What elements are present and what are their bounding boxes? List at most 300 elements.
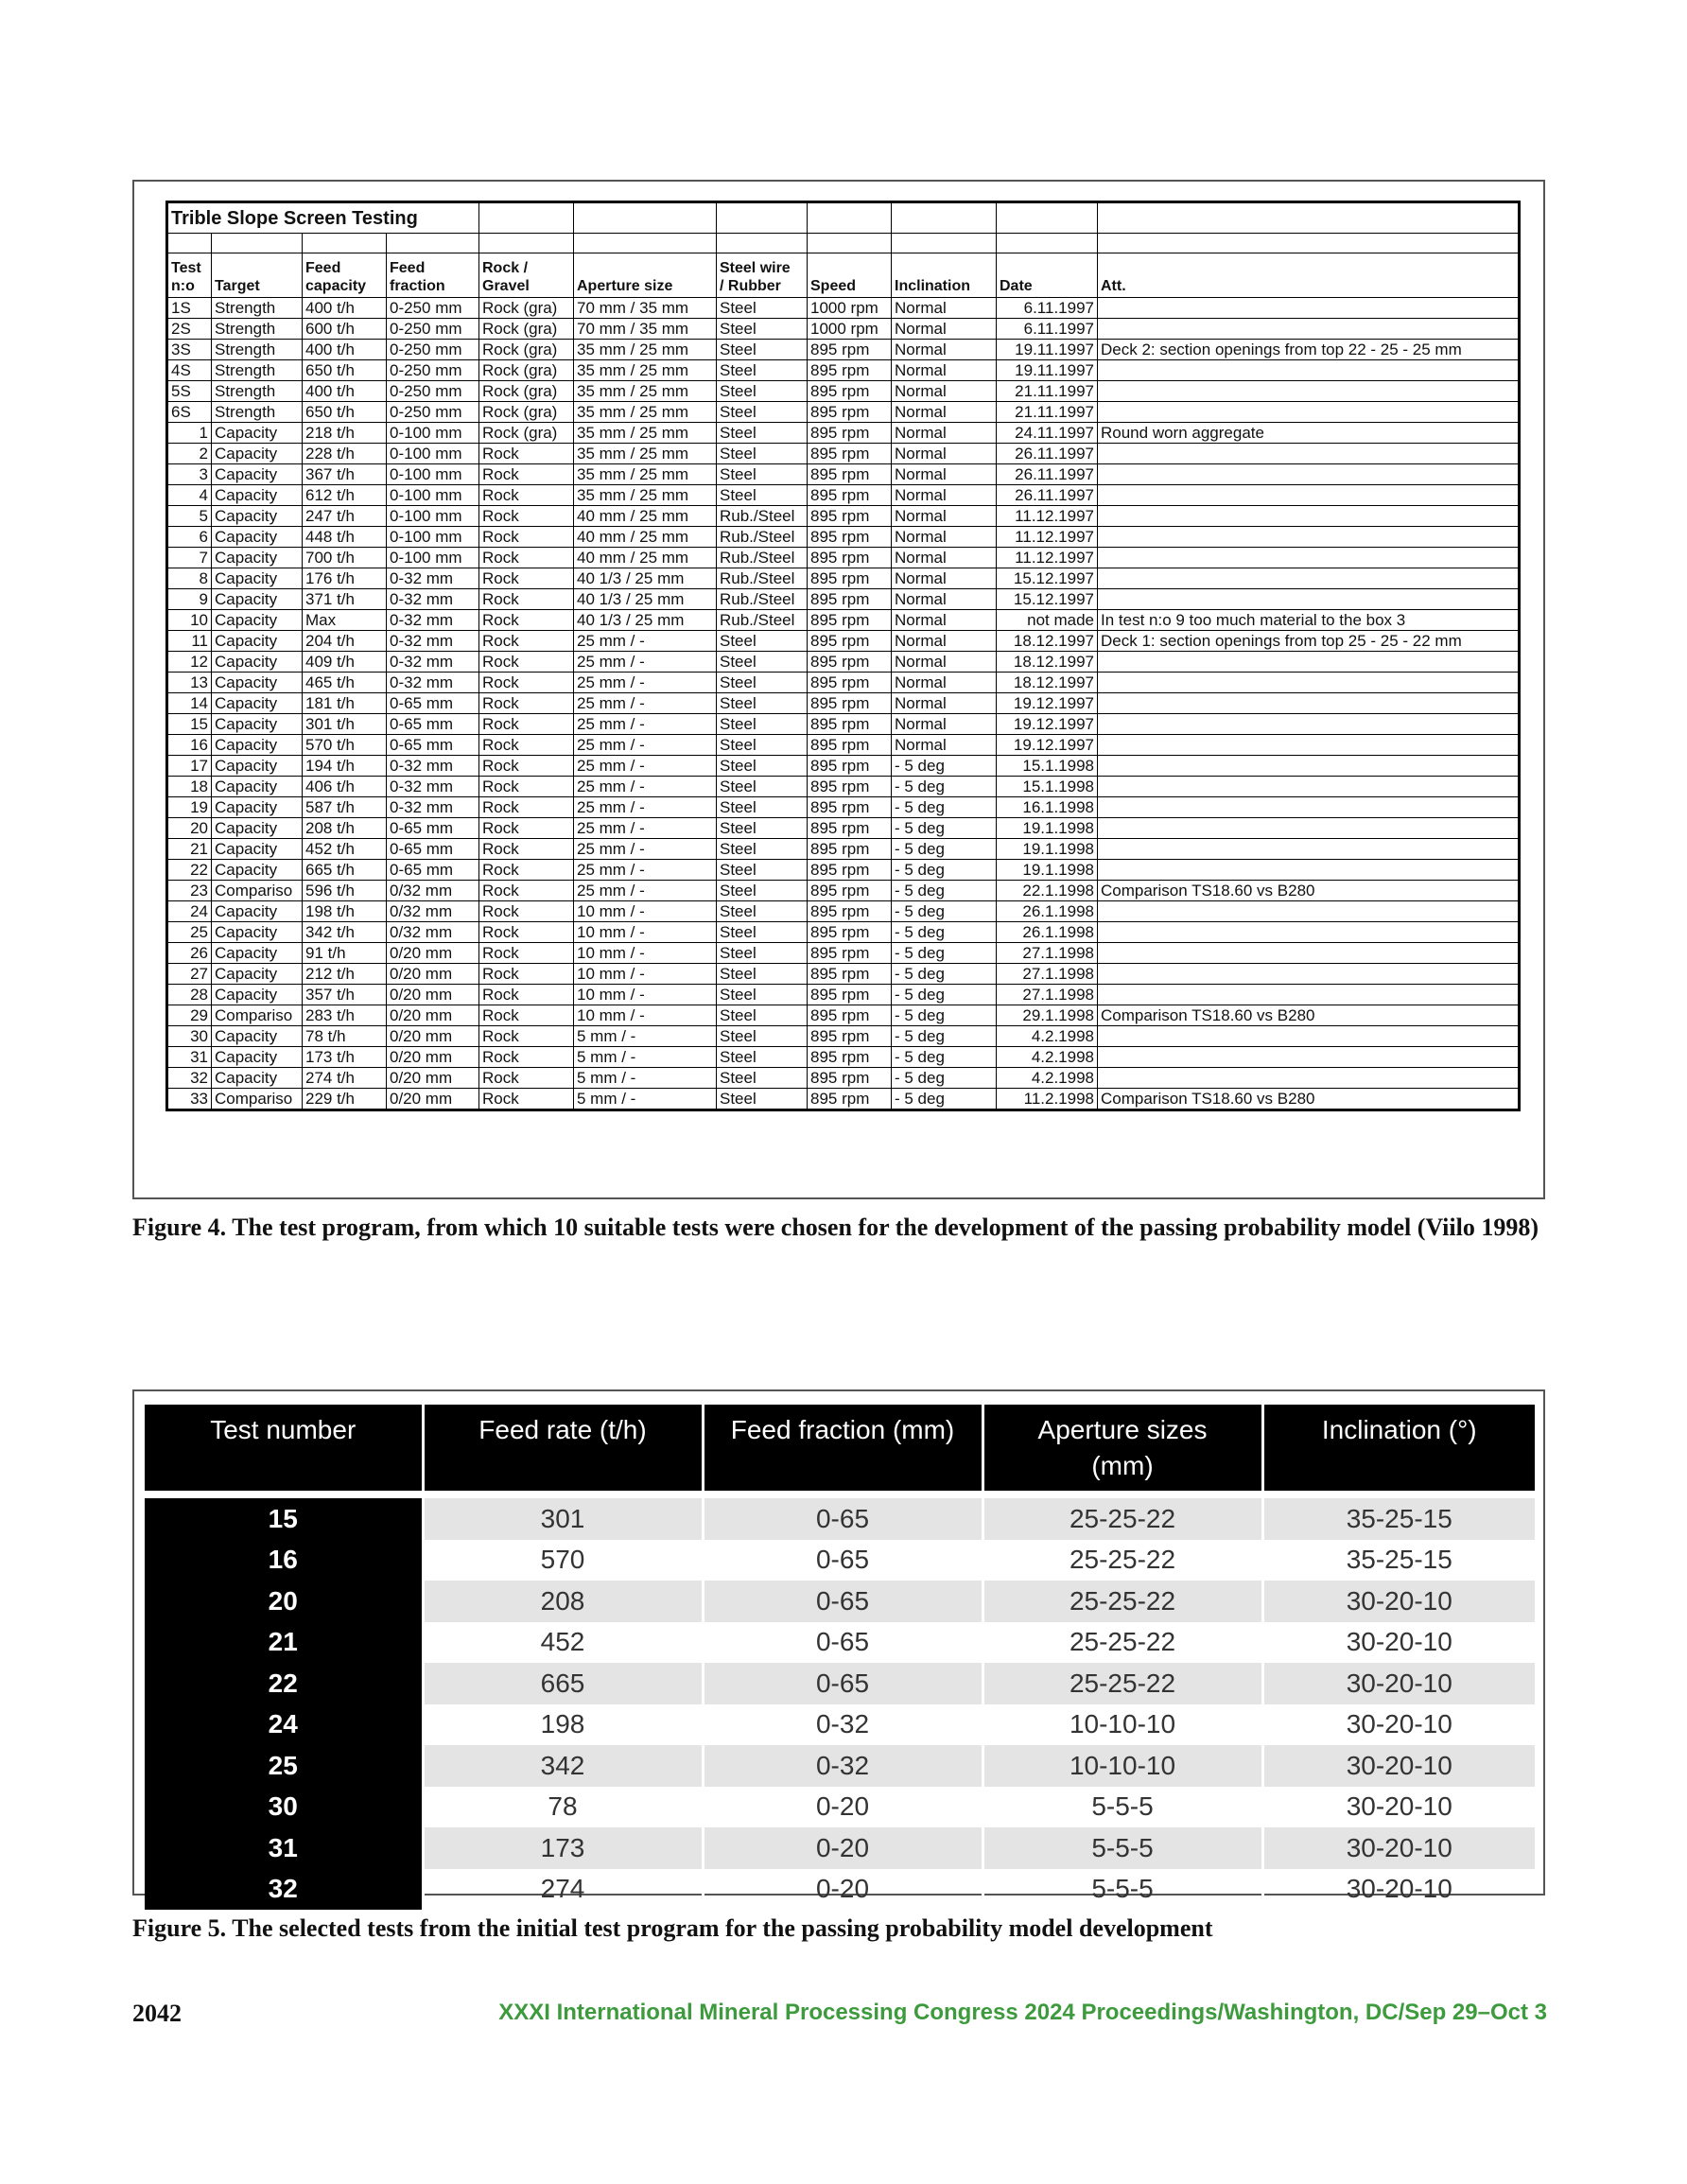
table-cell: - 5 deg: [892, 901, 997, 922]
table-cell: 0-100 mm: [387, 464, 479, 485]
table-row: [167, 818, 1520, 839]
table-cell: 895 rpm: [808, 943, 892, 964]
table-cell: 35 mm / 25 mm: [574, 340, 717, 360]
table-cell: Normal: [892, 610, 997, 631]
table-cell: Steel: [717, 881, 808, 901]
table-row: [167, 506, 1520, 527]
table-cell: Compariso: [212, 881, 303, 901]
selected-tests-cell: 0-32: [703, 1704, 983, 1746]
table-cell: 895 rpm: [808, 1047, 892, 1068]
table-row: [167, 360, 1520, 381]
table-cell: [1098, 1047, 1520, 1068]
table-cell: 0-65 mm: [387, 818, 479, 839]
table-cell: Round worn aggregate: [1098, 423, 1520, 444]
table-header-cell: Feed fraction: [387, 253, 479, 298]
table-cell: Normal: [892, 464, 997, 485]
test-number-cell: 16: [145, 1540, 423, 1581]
table-row: [167, 797, 1520, 818]
table-row: [167, 964, 1520, 985]
table-cell: Steel: [717, 298, 808, 319]
table-row: [167, 1005, 1520, 1026]
table-cell: 0-65 mm: [387, 839, 479, 860]
table-cell: 19.1.1998: [997, 839, 1098, 860]
table-cell: 0-250 mm: [387, 381, 479, 402]
table-cell: 5 mm / -: [574, 1047, 717, 1068]
table-cell: Normal: [892, 714, 997, 735]
selected-tests-row: [145, 1540, 1535, 1581]
table-cell: Strength: [212, 298, 303, 319]
table-cell: [1098, 527, 1520, 548]
table-cell: 5 mm / -: [574, 1068, 717, 1089]
selected-tests-cell: 30-20-10: [1346, 1709, 1452, 1739]
table-cell: Rock: [479, 714, 574, 735]
table-cell: [1098, 922, 1520, 943]
table-header-cell: Inclination: [892, 253, 997, 298]
selected-tests-cell: 0-65: [703, 1540, 983, 1581]
table-cell: 35 mm / 25 mm: [574, 360, 717, 381]
table-cell: Rock: [479, 589, 574, 610]
table-cell: 0/20 mm: [387, 1047, 479, 1068]
table-cell: Rock: [479, 777, 574, 797]
table-cell: not made: [997, 610, 1098, 631]
table-cell: Steel: [717, 797, 808, 818]
table-cell: Rock (gra): [479, 298, 574, 319]
table-cell: Rub./Steel: [717, 568, 808, 589]
table-header-cell: Speed: [808, 253, 892, 298]
table-cell: Capacity: [212, 548, 303, 568]
table-header-cell: Steel wire / Rubber: [717, 253, 808, 298]
table-cell: Steel: [717, 901, 808, 922]
table-cell: Rock: [479, 1047, 574, 1068]
table-cell: 895 rpm: [808, 464, 892, 485]
table-cell: Rock: [479, 818, 574, 839]
table-cell: 895 rpm: [808, 631, 892, 652]
table-cell: 21: [167, 839, 212, 860]
table-title-row: [167, 202, 1520, 234]
selected-tests-body: [145, 1491, 1535, 1910]
table-cell: 40 1/3 / 25 mm: [574, 589, 717, 610]
table-cell: Steel: [717, 943, 808, 964]
table-cell: Capacity: [212, 693, 303, 714]
table-cell: Steel: [717, 360, 808, 381]
table-cell: 12: [167, 652, 212, 673]
table-cell: Normal: [892, 298, 997, 319]
table-cell: Rock: [479, 485, 574, 506]
table-cell: 6.11.1997: [997, 319, 1098, 340]
table-cell: Capacity: [212, 860, 303, 881]
table-cell: 895 rpm: [808, 610, 892, 631]
table-cell: Rock: [479, 964, 574, 985]
table-cell: Steel: [717, 964, 808, 985]
table-cell: 29: [167, 1005, 212, 1026]
selected-tests-cell: 35-25-15: [1346, 1545, 1452, 1575]
table-cell: 16: [167, 735, 212, 756]
table-cell: Rock (gra): [479, 423, 574, 444]
table-cell: Steel: [717, 1047, 808, 1068]
table-cell: Steel: [717, 777, 808, 797]
table-header-cell: Feed capacity: [303, 253, 387, 298]
table-cell: Steel: [717, 860, 808, 881]
table-cell: 25 mm / -: [574, 756, 717, 777]
table-cell: 895 rpm: [808, 673, 892, 693]
table-cell: 4S: [167, 360, 212, 381]
table-cell: [1098, 485, 1520, 506]
table-cell: 400 t/h: [303, 340, 387, 360]
table-cell: 895 rpm: [808, 839, 892, 860]
table-cell: Steel: [717, 1068, 808, 1089]
table-cell: Steel: [717, 1026, 808, 1047]
table-cell: 26.11.1997: [997, 444, 1098, 464]
table-cell: 0-32 mm: [387, 589, 479, 610]
table-header-cell: Test n:o: [167, 253, 212, 298]
table-cell: [1098, 1068, 1520, 1089]
selected-tests-cell: 0-32: [703, 1745, 983, 1787]
table-cell: Rock: [479, 901, 574, 922]
table-cell: 70 mm / 35 mm: [574, 298, 717, 319]
table-cell: 229 t/h: [303, 1089, 387, 1110]
table-row: [167, 402, 1520, 423]
table-row: [167, 464, 1520, 485]
table-cell: Capacity: [212, 423, 303, 444]
selected-tests-cell: 5-5-5: [983, 1827, 1262, 1869]
test-number-cell: 31: [145, 1827, 423, 1869]
table-cell: - 5 deg: [892, 756, 997, 777]
table-cell: 33: [167, 1089, 212, 1110]
table-cell: 895 rpm: [808, 423, 892, 444]
selected-tests-cell: 208: [423, 1581, 703, 1622]
table-cell: Capacity: [212, 1047, 303, 1068]
table-cell: Capacity: [212, 506, 303, 527]
table-cell: Normal: [892, 340, 997, 360]
table-cell: 15.12.1997: [997, 568, 1098, 589]
table-cell: 6: [167, 527, 212, 548]
table-cell: Rock: [479, 985, 574, 1005]
table-cell: Steel: [717, 922, 808, 943]
table-row: [167, 777, 1520, 797]
table-cell: Rock: [479, 1089, 574, 1110]
table-cell: - 5 deg: [892, 964, 997, 985]
table-cell: - 5 deg: [892, 1005, 997, 1026]
table-cell: 19.11.1997: [997, 360, 1098, 381]
table-row: [167, 444, 1520, 464]
table-cell: Steel: [717, 381, 808, 402]
table-cell: Rock (gra): [479, 360, 574, 381]
table-cell: Capacity: [212, 756, 303, 777]
selected-tests-cell: 30-20-10: [1346, 1627, 1452, 1657]
selected-tests-cell: 173: [423, 1827, 703, 1869]
table-title: Trible Slope Screen Testing: [167, 202, 479, 234]
table-cell: Rock: [479, 464, 574, 485]
table-cell: - 5 deg: [892, 860, 997, 881]
table-cell: Rock (gra): [479, 402, 574, 423]
selected-tests-row: [145, 1827, 1535, 1869]
table-cell: 895 rpm: [808, 340, 892, 360]
selected-tests-cell: 5-5-5: [983, 1787, 1262, 1828]
table-cell: 27.1.1998: [997, 943, 1098, 964]
table-cell: [1098, 402, 1520, 423]
table-header-cell: Aperture size: [574, 253, 717, 298]
table-cell: 25 mm / -: [574, 881, 717, 901]
table-cell: Rock: [479, 631, 574, 652]
table-cell: 895 rpm: [808, 1026, 892, 1047]
table-cell: 895 rpm: [808, 485, 892, 506]
table-cell: 5: [167, 506, 212, 527]
table-cell: 212 t/h: [303, 964, 387, 985]
table-cell: Normal: [892, 652, 997, 673]
selected-tests-row: [145, 1498, 1535, 1540]
selected-tests-cell: 30-20-10: [1262, 1581, 1535, 1622]
table-cell: 28: [167, 985, 212, 1005]
table-cell: 25 mm / -: [574, 693, 717, 714]
table-cell: 15.12.1997: [997, 589, 1098, 610]
selected-tests-cell: 30-20-10: [1262, 1663, 1535, 1704]
table-cell: 22: [167, 860, 212, 881]
table-cell: 35 mm / 25 mm: [574, 423, 717, 444]
table-cell: - 5 deg: [892, 777, 997, 797]
selected-tests-cell: 570: [423, 1540, 703, 1581]
table-header-cell: Date: [997, 253, 1098, 298]
table-cell: Rock: [479, 1026, 574, 1047]
table-cell: 895 rpm: [808, 818, 892, 839]
table-cell: 173 t/h: [303, 1047, 387, 1068]
table-cell: 17: [167, 756, 212, 777]
table-cell: Capacity: [212, 485, 303, 506]
table-cell: 0/20 mm: [387, 943, 479, 964]
table-cell: 35 mm / 25 mm: [574, 464, 717, 485]
table-cell: 19: [167, 797, 212, 818]
selected-tests-cell: 342: [423, 1745, 703, 1787]
table-cell: Rock: [479, 548, 574, 568]
table-cell: Steel: [717, 423, 808, 444]
table-cell: 0-250 mm: [387, 319, 479, 340]
table-cell: Rock: [479, 673, 574, 693]
table-cell: Rock: [479, 839, 574, 860]
table-row: [167, 631, 1520, 652]
table-cell: Steel: [717, 464, 808, 485]
table-cell: 19.1.1998: [997, 860, 1098, 881]
table-cell: 11.2.1998: [997, 1089, 1098, 1110]
table-cell: 0/32 mm: [387, 922, 479, 943]
table-cell: Steel: [717, 1005, 808, 1026]
table-row: [167, 340, 1520, 360]
table-cell: 40 mm / 25 mm: [574, 506, 717, 527]
table-row: [167, 568, 1520, 589]
table-cell: Normal: [892, 589, 997, 610]
test-number-cell: 15: [145, 1498, 423, 1540]
selected-tests-row: [145, 1581, 1535, 1622]
table-cell: 21.11.1997: [997, 381, 1098, 402]
table-cell: Rock: [479, 943, 574, 964]
table-cell: Rock: [479, 1068, 574, 1089]
table-cell: Strength: [212, 360, 303, 381]
table-cell: 895 rpm: [808, 1089, 892, 1110]
table-cell: 895 rpm: [808, 756, 892, 777]
table-cell: [1098, 381, 1520, 402]
table-cell: 400 t/h: [303, 381, 387, 402]
table-cell: 895 rpm: [808, 1005, 892, 1026]
table-cell: Normal: [892, 673, 997, 693]
selected-tests-cell: 0-20: [703, 1787, 983, 1828]
table-cell: Max: [303, 610, 387, 631]
table-cell: Normal: [892, 693, 997, 714]
table-cell: 18.12.1997: [997, 652, 1098, 673]
selected-tests-cell: 35-25-15: [1262, 1498, 1535, 1540]
table-cell: Steel: [717, 839, 808, 860]
table-cell: 650 t/h: [303, 402, 387, 423]
figure-5-caption: Figure 5. The selected tests from the initial test program for the passing probability model development: [132, 1914, 1213, 1942]
selected-tests-cell: 5-5-5: [983, 1869, 1262, 1911]
table-cell: Strength: [212, 319, 303, 340]
table-cell: 274 t/h: [303, 1068, 387, 1089]
table-row: [167, 1026, 1520, 1047]
table-cell: 700 t/h: [303, 548, 387, 568]
table-cell: 0/20 mm: [387, 985, 479, 1005]
table-cell: Normal: [892, 381, 997, 402]
table-cell: Deck 2: section openings from top 22 - 25 - 25 mm: [1098, 340, 1520, 360]
table-cell: 895 rpm: [808, 964, 892, 985]
selected-tests-cell: 30-20-10: [1262, 1745, 1535, 1787]
selected-tests-cell: 30-20-10: [1262, 1827, 1535, 1869]
table-cell: - 5 deg: [892, 818, 997, 839]
figure-5-frame: [132, 1389, 1545, 1904]
table-cell: 19.11.1997: [997, 340, 1098, 360]
table-cell: Steel: [717, 444, 808, 464]
table-cell: Steel: [717, 319, 808, 340]
table-cell: 357 t/h: [303, 985, 387, 1005]
table-cell: 895 rpm: [808, 589, 892, 610]
test-number-cell: 24: [145, 1704, 423, 1746]
table-cell: 40 1/3 / 25 mm: [574, 568, 717, 589]
table-header-cell: Att.: [1098, 253, 1520, 298]
table-cell: 400 t/h: [303, 298, 387, 319]
table-cell: 10 mm / -: [574, 922, 717, 943]
table-cell: Rock: [479, 652, 574, 673]
table-cell: 600 t/h: [303, 319, 387, 340]
table-row: [167, 1047, 1520, 1068]
table-row: [167, 1068, 1520, 1089]
table-cell: Comparison TS18.60 vs B280: [1098, 1089, 1520, 1110]
table-row: [167, 381, 1520, 402]
table-cell: 15.1.1998: [997, 756, 1098, 777]
table-cell: 895 rpm: [808, 568, 892, 589]
table-row: [167, 985, 1520, 1005]
table-cell: 11.12.1997: [997, 548, 1098, 568]
spacer-row: [167, 234, 1520, 253]
table-cell: Capacity: [212, 1026, 303, 1047]
table-cell: Normal: [892, 506, 997, 527]
table-cell: Rock: [479, 568, 574, 589]
table-cell: Strength: [212, 340, 303, 360]
table-cell: Steel: [717, 756, 808, 777]
table-cell: 91 t/h: [303, 943, 387, 964]
table-cell: Capacity: [212, 964, 303, 985]
selected-tests-cell: 0-65: [703, 1622, 983, 1664]
table-cell: Rock: [479, 881, 574, 901]
table-cell: 0/20 mm: [387, 1026, 479, 1047]
table-cell: 895 rpm: [808, 381, 892, 402]
table-cell: Rock: [479, 797, 574, 818]
table-cell: [1098, 652, 1520, 673]
table-cell: Steel: [717, 402, 808, 423]
table-cell: 198 t/h: [303, 901, 387, 922]
selected-tests-header-cell: Feed fraction (mm): [703, 1405, 983, 1491]
table-cell: Normal: [892, 319, 997, 340]
page-number: 2042: [132, 2000, 182, 2027]
table-cell: 895 rpm: [808, 652, 892, 673]
table-cell: 0-32 mm: [387, 777, 479, 797]
selected-tests-row: [145, 1622, 1535, 1664]
table-cell: 342 t/h: [303, 922, 387, 943]
table-cell: 895 rpm: [808, 985, 892, 1005]
table-cell: 4: [167, 485, 212, 506]
table-cell: [1098, 818, 1520, 839]
table-cell: 40 1/3 / 25 mm: [574, 610, 717, 631]
table-cell: 25 mm / -: [574, 839, 717, 860]
table-cell: - 5 deg: [892, 1068, 997, 1089]
table-cell: 895 rpm: [808, 548, 892, 568]
selected-tests-header-cell: Feed rate (t/h): [423, 1405, 703, 1491]
table-cell: [1098, 985, 1520, 1005]
table-cell: 6.11.1997: [997, 298, 1098, 319]
table-row: [167, 901, 1520, 922]
table-cell: 24: [167, 901, 212, 922]
table-cell: Capacity: [212, 839, 303, 860]
table-cell: Capacity: [212, 922, 303, 943]
selected-tests-cell: 0-65: [703, 1581, 983, 1622]
table-cell: Capacity: [212, 1068, 303, 1089]
table-cell: - 5 deg: [892, 922, 997, 943]
table-cell: [1098, 506, 1520, 527]
table-cell: [1098, 673, 1520, 693]
selected-tests-cell: 198: [423, 1704, 703, 1746]
table-row: [167, 860, 1520, 881]
selected-tests-cell: 0-20: [703, 1869, 983, 1911]
table-cell: 70 mm / 35 mm: [574, 319, 717, 340]
table-row: [167, 652, 1520, 673]
table-cell: 0/20 mm: [387, 1068, 479, 1089]
table-cell: Rub./Steel: [717, 589, 808, 610]
table-cell: Rock: [479, 444, 574, 464]
table-cell: 5S: [167, 381, 212, 402]
table-cell: 11.12.1997: [997, 527, 1098, 548]
table-cell: 0-65 mm: [387, 860, 479, 881]
table-cell: 30: [167, 1026, 212, 1047]
table-cell: 21.11.1997: [997, 402, 1098, 423]
table-cell: Capacity: [212, 901, 303, 922]
table-cell: 35 mm / 25 mm: [574, 381, 717, 402]
table-cell: 1000 rpm: [808, 298, 892, 319]
table-cell: Normal: [892, 631, 997, 652]
table-row: [167, 839, 1520, 860]
table-cell: 587 t/h: [303, 797, 387, 818]
selected-tests-cell: 10-10-10: [983, 1704, 1262, 1746]
table-cell: 10 mm / -: [574, 901, 717, 922]
table-cell: Rock: [479, 860, 574, 881]
table-cell: 665 t/h: [303, 860, 387, 881]
table-cell: 15: [167, 714, 212, 735]
table-cell: Strength: [212, 402, 303, 423]
table-cell: Normal: [892, 402, 997, 423]
table-cell: [1098, 444, 1520, 464]
table-row: [167, 714, 1520, 735]
test-number-cell: 25: [145, 1745, 423, 1787]
table-cell: 15.1.1998: [997, 777, 1098, 797]
test-program-table: [165, 201, 1521, 1111]
table-cell: 0-65 mm: [387, 693, 479, 714]
table-cell: 0/32 mm: [387, 881, 479, 901]
table-cell: Rub./Steel: [717, 506, 808, 527]
selected-tests-cell: 25-25-22: [983, 1622, 1262, 1664]
